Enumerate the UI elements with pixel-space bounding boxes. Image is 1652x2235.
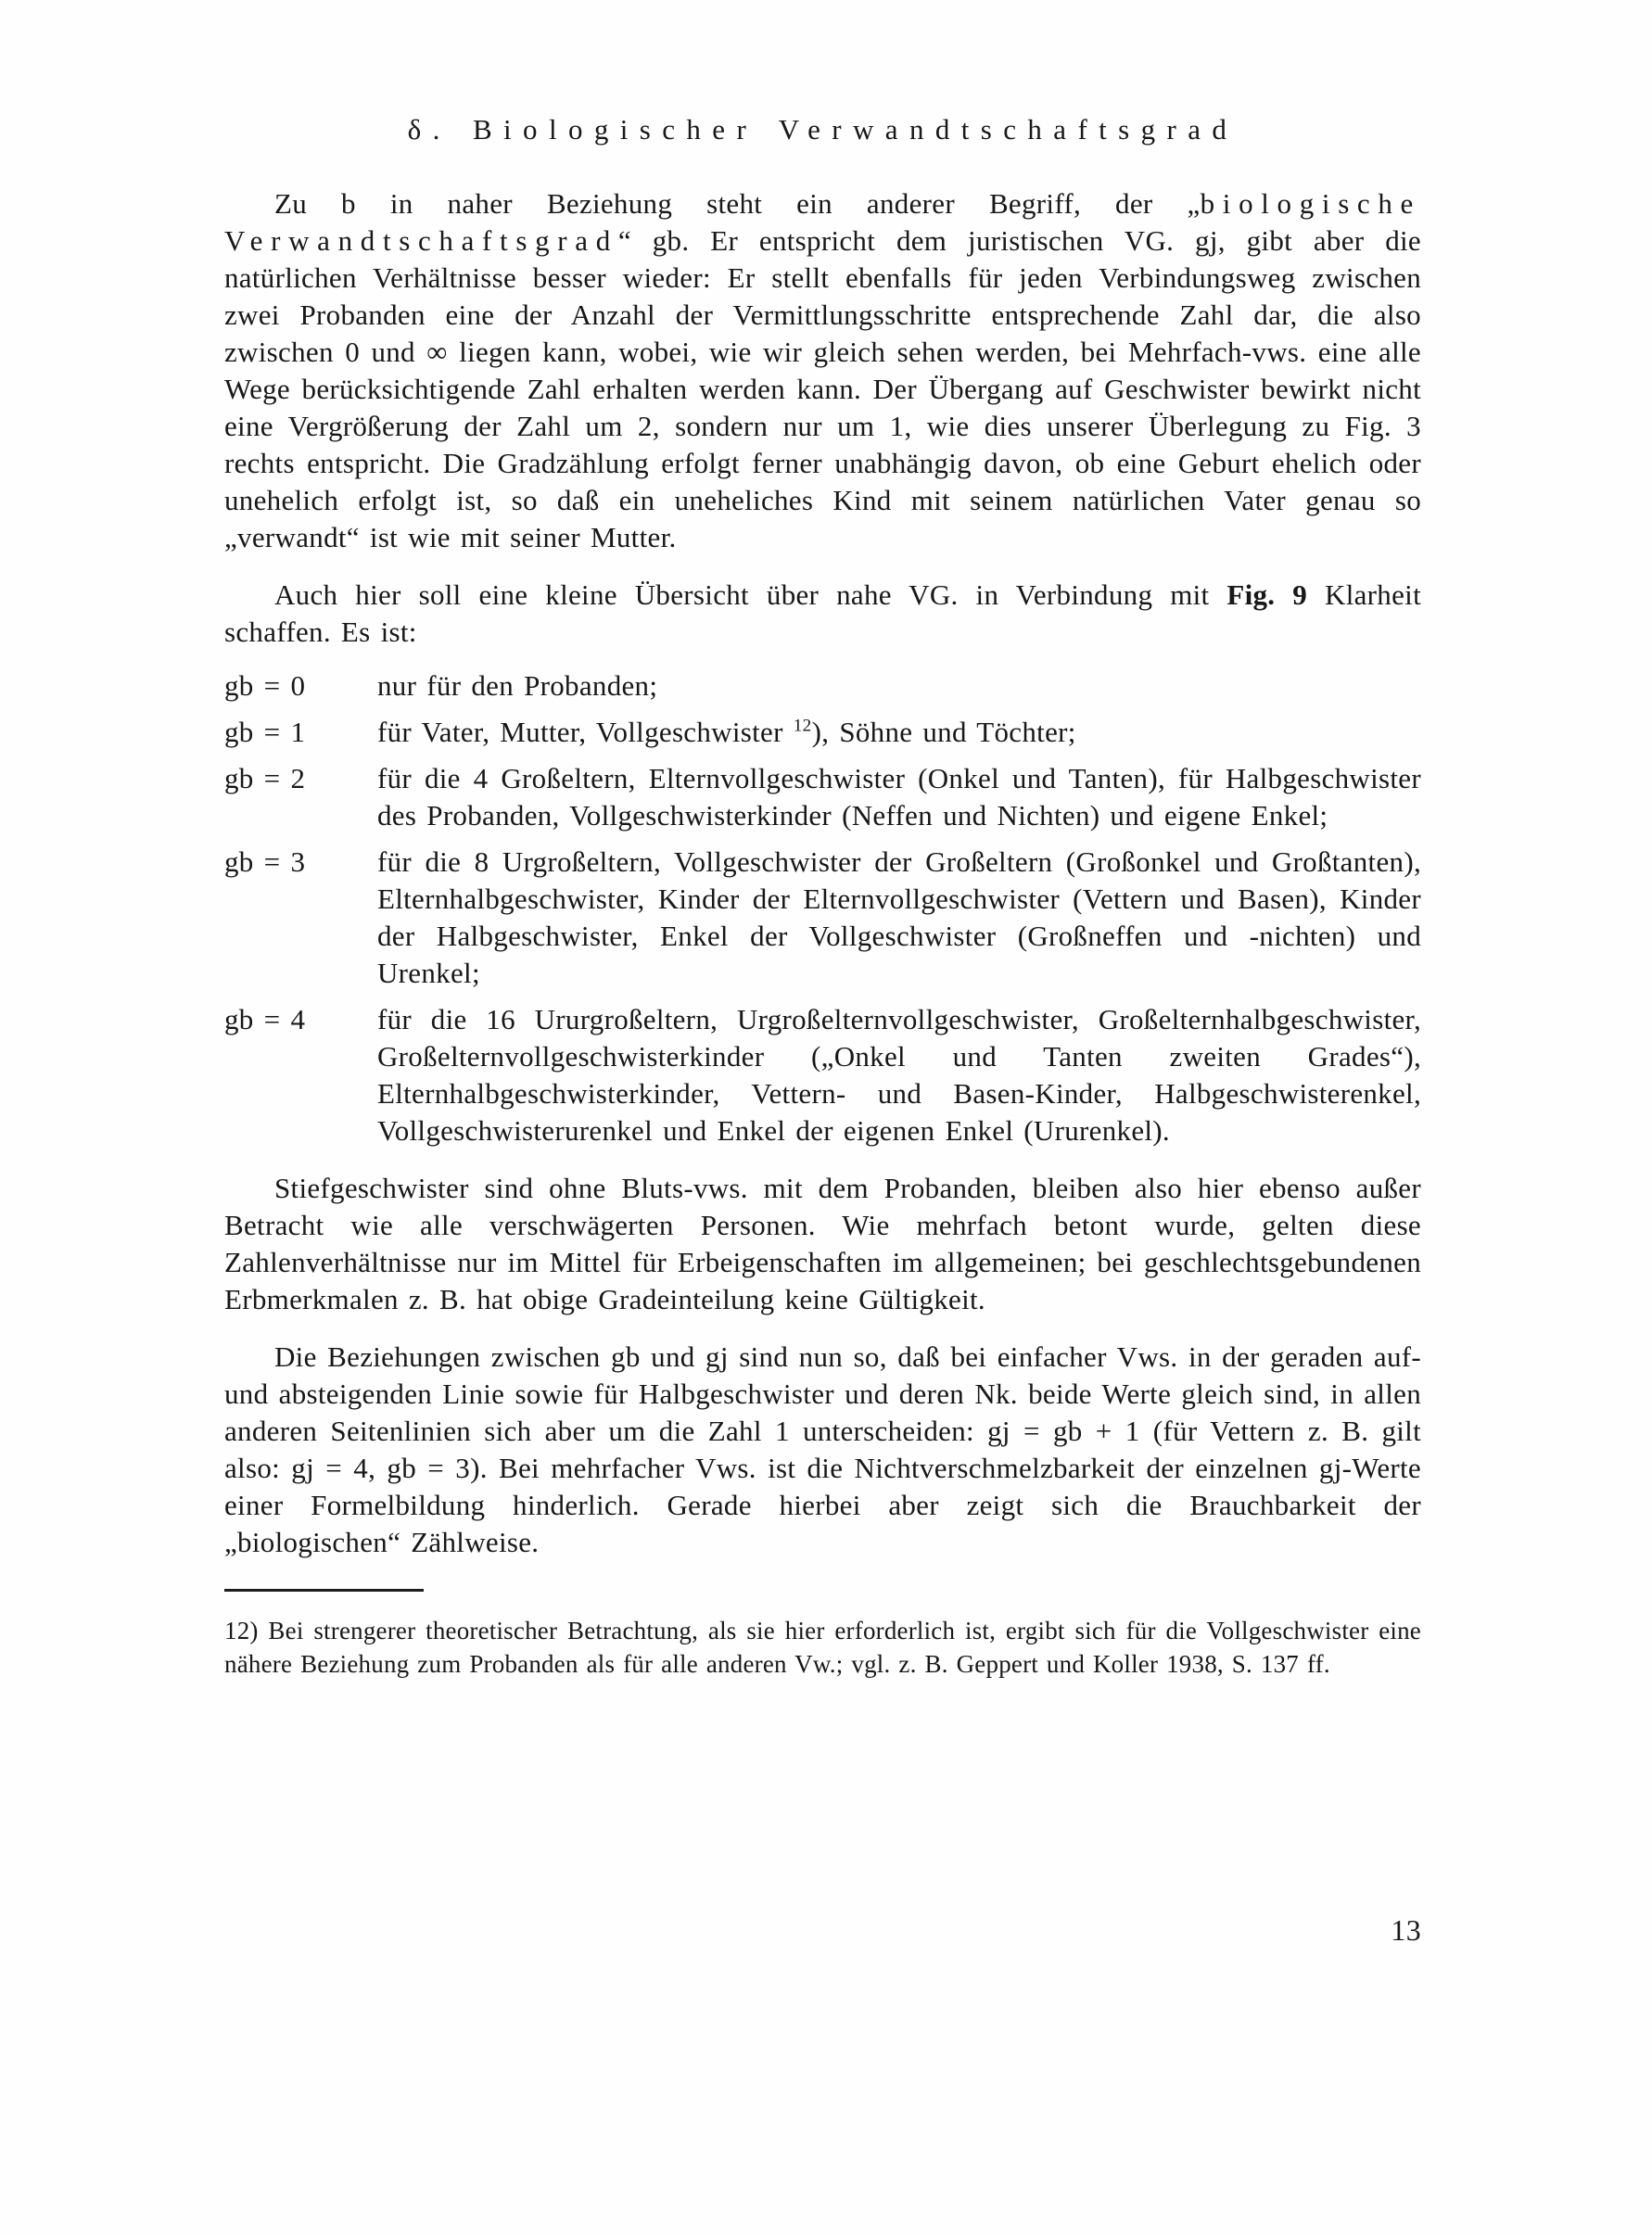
paragraph-overview-rest: Klarheit schaffen. Es ist:: [224, 578, 1421, 648]
footnote-ref: 12: [793, 716, 812, 736]
page-number: 13: [1391, 1913, 1421, 1947]
degree-text: [377, 844, 1421, 992]
section-heading: δ. Biologischer Verwandtschaftsgrad: [407, 113, 1239, 146]
degree-item: [224, 1001, 1421, 1149]
paragraph-overview: [224, 577, 1421, 651]
degree-label: gb = 3: [224, 845, 306, 878]
paragraph-gb-gj-relation: Die Beziehungen zwischen gb und gj sind nun so, daß bei einfacher Vws. in der geraden auf- und absteigenden Linie sowie für Halbgeschwister und deren Nk. beide Werte gleich sind, in allen anderen Seitenlinien sich aber um die Zahl 1 unterscheiden: gj = gb + 1 (für Vettern z. B. gilt also: gj = 4, gb = 3). Bei mehrfacher Vws. ist die Nichtverschmelzbarkeit der einzelnen gj-Werte einer Formelbildung hinderlich. Gerade hierbei aber zeigt sich die Brauchbarkeit der „biologischen“ Zählweise.: [224, 1340, 1421, 1558]
degree-text: [377, 667, 1421, 705]
paragraph-intro-rest: “ gb. Er entspricht dem juristischen VG. gj, gibt aber die natürlichen Verhältnisse besser wieder: Er stellt ebenfalls für jeden Verbindungsweg zwischen zwei Probanden eine der Anzahl der Vermittlungsschritte entsprechende Zahl dar, die also zwischen 0 und ∞ liegen kann, wobei, wie wir gleich sehen werden, bei Mehrfach-vws. eine alle Wege berücksichtigende Zahl erhalten werden kann. Der Übergang auf Geschwister bewirkt nicht eine Vergrößerung der Zahl um 2, sondern nur um 1, wie dies unserer Überlegung zu Fig. 3 rechts entspricht. Die Gradzählung erfolgt ferner unabhängig davon, ob eine Geburt ehelich oder unehelich erfolgt ist, so daß ein uneheliches Kind mit seinem natürlichen Vater genau so „verwandt“ ist wie mit seiner Mutter.: [224, 224, 1421, 553]
paragraph-overview-text: Auch hier soll eine kleine Übersicht über nahe VG. in Verbindung mit: [274, 578, 1227, 611]
paragraph-intro-text: Zu b in naher Beziehung steht ein anderer Begriff, der „: [274, 187, 1201, 220]
footnote-separator: [224, 1589, 424, 1592]
footnote-text: Bei strengerer theoretischer Betrachtung, als sie hier erforderlich ist, ergibt sich für die Vollgeschwister eine nähere Beziehung zum Probanden als für alle anderen Vw.; vgl. z. B. Geppert und Koller 1938, S. 137 ff.: [224, 1617, 1421, 1678]
degree-label: gb = 2: [224, 762, 306, 794]
paragraph-stepsiblings: Stiefgeschwister sind ohne Bluts-vws. mit dem Probanden, bleiben also hier ebenso außer Betracht wie alle verschwägerten Personen. Wie mehrfach betont wurde, gelten diese Zahlenverhältnisse nur im Mittel für Erbeigenschaften im allgemeinen; bei geschlechtsgebundenen Erbmerkmalen z. B. hat obige Gradeinteilung keine Gültigkeit.: [224, 1172, 1421, 1315]
degree-label: gb = 4: [224, 1003, 306, 1035]
fig-reference: Fig. 9: [1226, 578, 1308, 611]
degree-text-pre: für Vater, Mutter, Vollgeschwister: [377, 716, 794, 748]
degree-text-pre: für die 16 Ururgroßeltern, Urgroßelternvollgeschwister, Großelternhalbgeschwister, Großelternvollgeschwisterkinder („Onkel und Tanten zweiten Grades“), Elternhalbgeschwisterkinder, Vettern- und Basen-Kinder, Halbgeschwisterenkel, Vollgeschwisterurenkel und Enkel der eigenen Enkel (Ururenkel).: [377, 1003, 1421, 1147]
footnote: [224, 1614, 1421, 1681]
degree-text: [377, 714, 1421, 751]
spaced-term: biologische Verwandtschaftsgrad: [224, 187, 1421, 257]
degree-label: gb = 1: [224, 716, 306, 748]
degree-text-post: ), Söhne und Töchter;: [811, 716, 1076, 748]
degree-list: [224, 667, 1421, 1149]
degree-text: [377, 1001, 1421, 1149]
paragraph-intro: [224, 185, 1421, 556]
degree-text-pre: für die 8 Urgroßeltern, Vollgeschwister der Großeltern (Großonkel und Großtanten), Elternhalbgeschwister, Kinder der Elternvollgeschwister (Vettern und Basen), Kinder der Halbgeschwister, Enkel der Vollgeschwister (Großneffen und -nichten) und Urenkel;: [377, 845, 1421, 989]
degree-item: [224, 714, 1421, 751]
degree-text-pre: nur für den Probanden;: [377, 669, 658, 702]
degree-item: [224, 667, 1421, 705]
degree-text: [377, 760, 1421, 834]
footnote-marker: 12): [224, 1617, 259, 1645]
degree-label: gb = 0: [224, 669, 306, 702]
degree-item: [224, 760, 1421, 834]
degree-text-pre: für die 4 Großeltern, Elternvollgeschwister (Onkel und Tanten), für Halbgeschwister des Probanden, Vollgeschwisterkinder (Neffen und Nichten) und eigene Enkel;: [377, 762, 1421, 832]
degree-item: [224, 844, 1421, 992]
